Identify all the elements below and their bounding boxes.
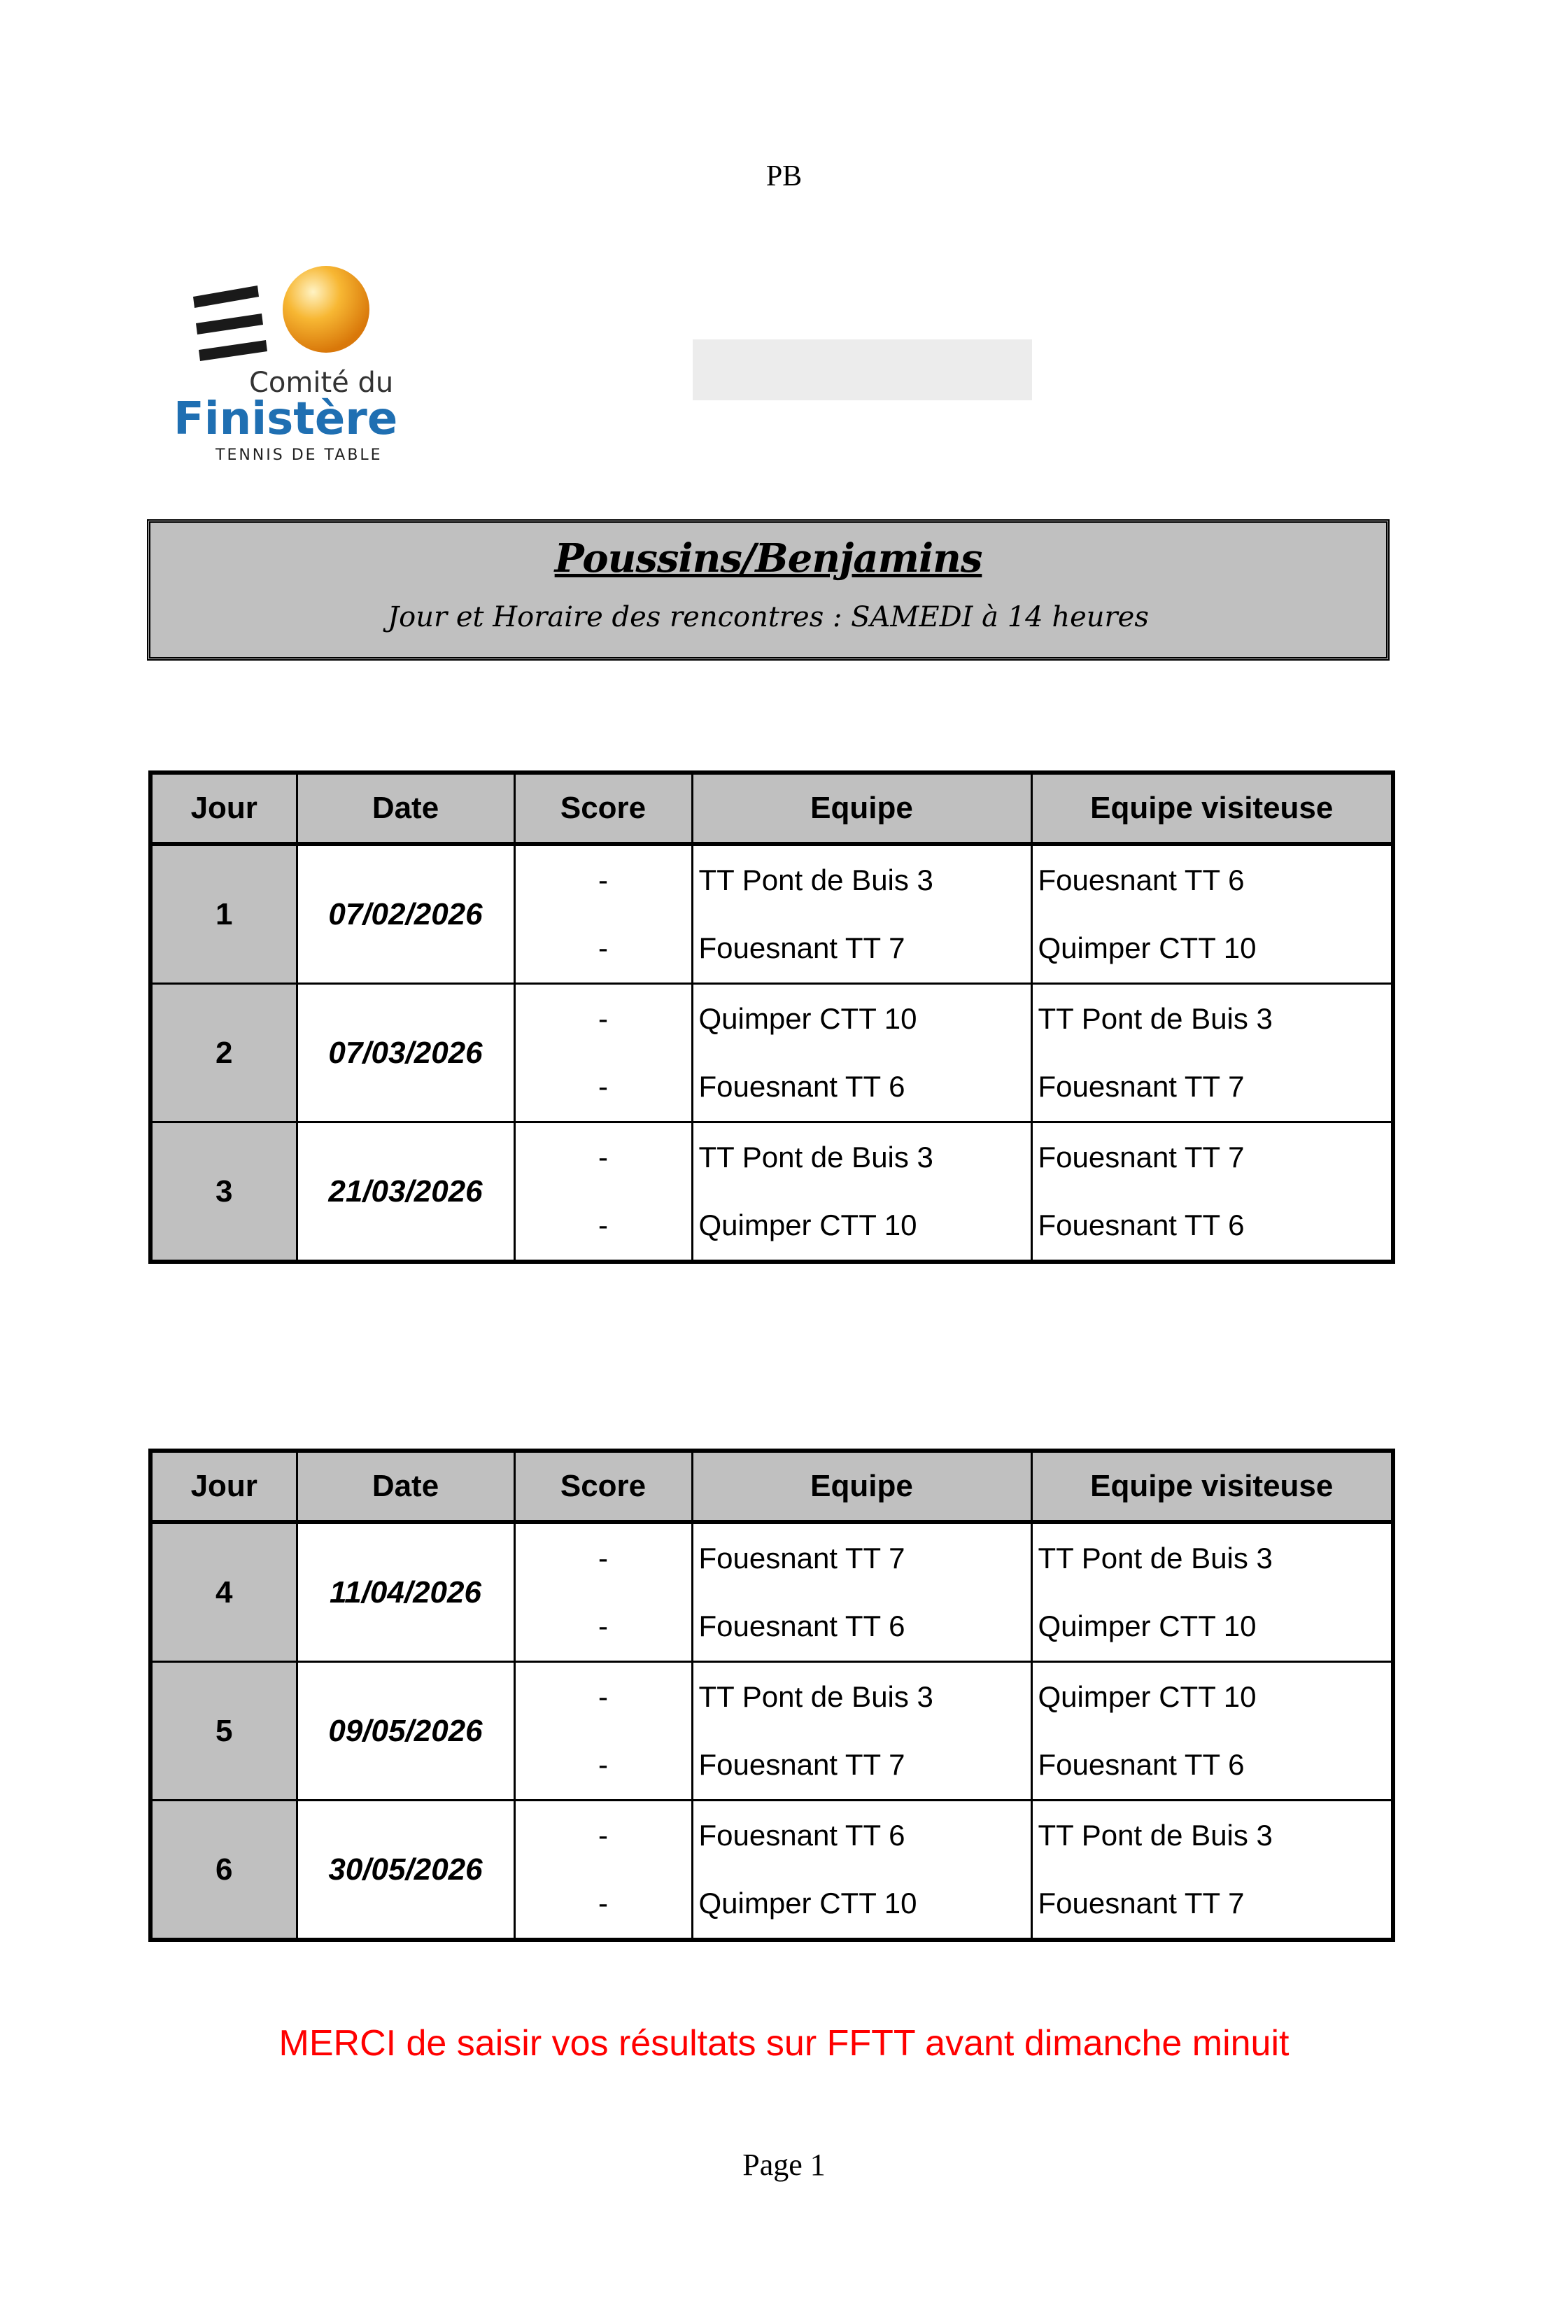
day-cell: 2	[150, 984, 297, 1122]
schedule-table-1	[148, 770, 1395, 1264]
date-cell: 09/05/2026	[297, 1662, 514, 1801]
home-team-cell	[692, 1122, 1031, 1262]
table-row	[150, 844, 1393, 984]
column-header-equipe-visiteuse: Equipe visiteuse	[1031, 1451, 1393, 1522]
away-team: Fouesnant TT 7	[1038, 1070, 1245, 1103]
away-team-cell	[1031, 1662, 1393, 1801]
score-cell	[514, 1801, 692, 1941]
away-team: Fouesnant TT 6	[1038, 1748, 1245, 1781]
table-row	[150, 1522, 1393, 1662]
away-team: Quimper CTT 10	[1038, 1680, 1257, 1713]
column-header-score: Score	[514, 773, 692, 844]
date-cell: 21/03/2026	[297, 1122, 514, 1262]
blank-field	[693, 339, 1032, 400]
day-cell: 5	[150, 1662, 297, 1801]
away-team-cell	[1031, 1122, 1393, 1262]
away-team: Quimper CTT 10	[1038, 931, 1257, 964]
table-row	[150, 1801, 1393, 1941]
svg-text:Finistère: Finistère	[174, 393, 398, 445]
score-value: -	[598, 1819, 608, 1852]
date-cell: 07/02/2026	[297, 844, 514, 984]
score-value: -	[598, 1887, 608, 1920]
page-header: PB	[765, 160, 803, 192]
competition-title: Poussins/Benjamins	[554, 535, 982, 582]
home-team: Fouesnant TT 6	[698, 1070, 905, 1103]
away-team: Fouesnant TT 6	[1038, 864, 1245, 896]
away-team: Fouesnant TT 7	[1038, 1887, 1245, 1920]
score-cell	[514, 1662, 692, 1801]
score-value: -	[598, 1748, 608, 1781]
score-value: -	[598, 1610, 608, 1642]
date-cell: 30/05/2026	[297, 1801, 514, 1941]
away-team: Fouesnant TT 7	[1038, 1141, 1245, 1174]
away-team: Quimper CTT 10	[1038, 1610, 1257, 1642]
away-team: Fouesnant TT 6	[1038, 1209, 1245, 1241]
column-header-equipe: Equipe	[692, 1451, 1031, 1522]
home-team: Fouesnant TT 7	[698, 1542, 905, 1575]
away-team-cell	[1031, 844, 1393, 984]
away-team-cell	[1031, 1801, 1393, 1941]
home-team: Fouesnant TT 7	[698, 931, 905, 964]
score-value: -	[598, 1209, 608, 1241]
results-reminder: MERCI de saisir vos résultats sur FFTT avant dimanche minuit	[278, 2023, 1290, 2064]
score-value: -	[598, 864, 608, 896]
schedule-table-2	[148, 1449, 1395, 1942]
svg-text:TENNIS DE TABLE: TENNIS DE TABLE	[216, 446, 383, 464]
home-team: TT Pont de Buis 3	[698, 1141, 933, 1174]
home-team-cell	[692, 984, 1031, 1122]
away-team: TT Pont de Buis 3	[1038, 1819, 1273, 1852]
away-team: TT Pont de Buis 3	[1038, 1002, 1273, 1035]
home-team: Quimper CTT 10	[698, 1002, 917, 1035]
score-value: -	[598, 931, 608, 964]
table-header-row	[150, 1451, 1393, 1522]
home-team: TT Pont de Buis 3	[698, 864, 933, 896]
score-cell	[514, 844, 692, 984]
home-team-cell	[692, 1522, 1031, 1662]
home-team: Fouesnant TT 6	[698, 1819, 905, 1852]
score-value: -	[598, 1141, 608, 1174]
date-cell: 07/03/2026	[297, 984, 514, 1122]
column-header-date: Date	[297, 773, 514, 844]
page-footer: Page 1	[742, 2148, 826, 2182]
column-header-date: Date	[297, 1451, 514, 1522]
home-team-cell	[692, 1801, 1031, 1941]
score-cell	[514, 1122, 692, 1262]
away-team: TT Pont de Buis 3	[1038, 1542, 1273, 1575]
table-row	[150, 1662, 1393, 1801]
day-cell: 3	[150, 1122, 297, 1262]
home-team: Quimper CTT 10	[698, 1887, 917, 1920]
home-team-cell	[692, 844, 1031, 984]
day-cell: 1	[150, 844, 297, 984]
comite-finistere-logo	[174, 260, 404, 470]
table-row	[150, 1122, 1393, 1262]
schedule-subtitle: Jour et Horaire des rencontres : SAMEDI à 14 heures	[388, 601, 1149, 633]
svg-text:Comité du: Comité du	[249, 367, 394, 399]
day-cell: 4	[150, 1522, 297, 1662]
column-header-jour: Jour	[150, 773, 297, 844]
home-team-cell	[692, 1662, 1031, 1801]
score-value: -	[598, 1680, 608, 1713]
table-row	[150, 984, 1393, 1122]
date-cell: 11/04/2026	[297, 1522, 514, 1662]
score-value: -	[598, 1542, 608, 1575]
column-header-equipe-visiteuse: Equipe visiteuse	[1031, 773, 1393, 844]
score-cell	[514, 984, 692, 1122]
home-team: Fouesnant TT 7	[698, 1748, 905, 1781]
home-team: Quimper CTT 10	[698, 1209, 917, 1241]
column-header-jour: Jour	[150, 1451, 297, 1522]
column-header-score: Score	[514, 1451, 692, 1522]
title-banner	[147, 519, 1390, 661]
away-team-cell	[1031, 1522, 1393, 1662]
home-team: TT Pont de Buis 3	[698, 1680, 933, 1713]
away-team-cell	[1031, 984, 1393, 1122]
score-value: -	[598, 1070, 608, 1103]
day-cell: 6	[150, 1801, 297, 1941]
home-team: Fouesnant TT 6	[698, 1610, 905, 1642]
column-header-equipe: Equipe	[692, 773, 1031, 844]
table-header-row	[150, 773, 1393, 844]
score-cell	[514, 1522, 692, 1662]
score-value: -	[598, 1002, 608, 1035]
